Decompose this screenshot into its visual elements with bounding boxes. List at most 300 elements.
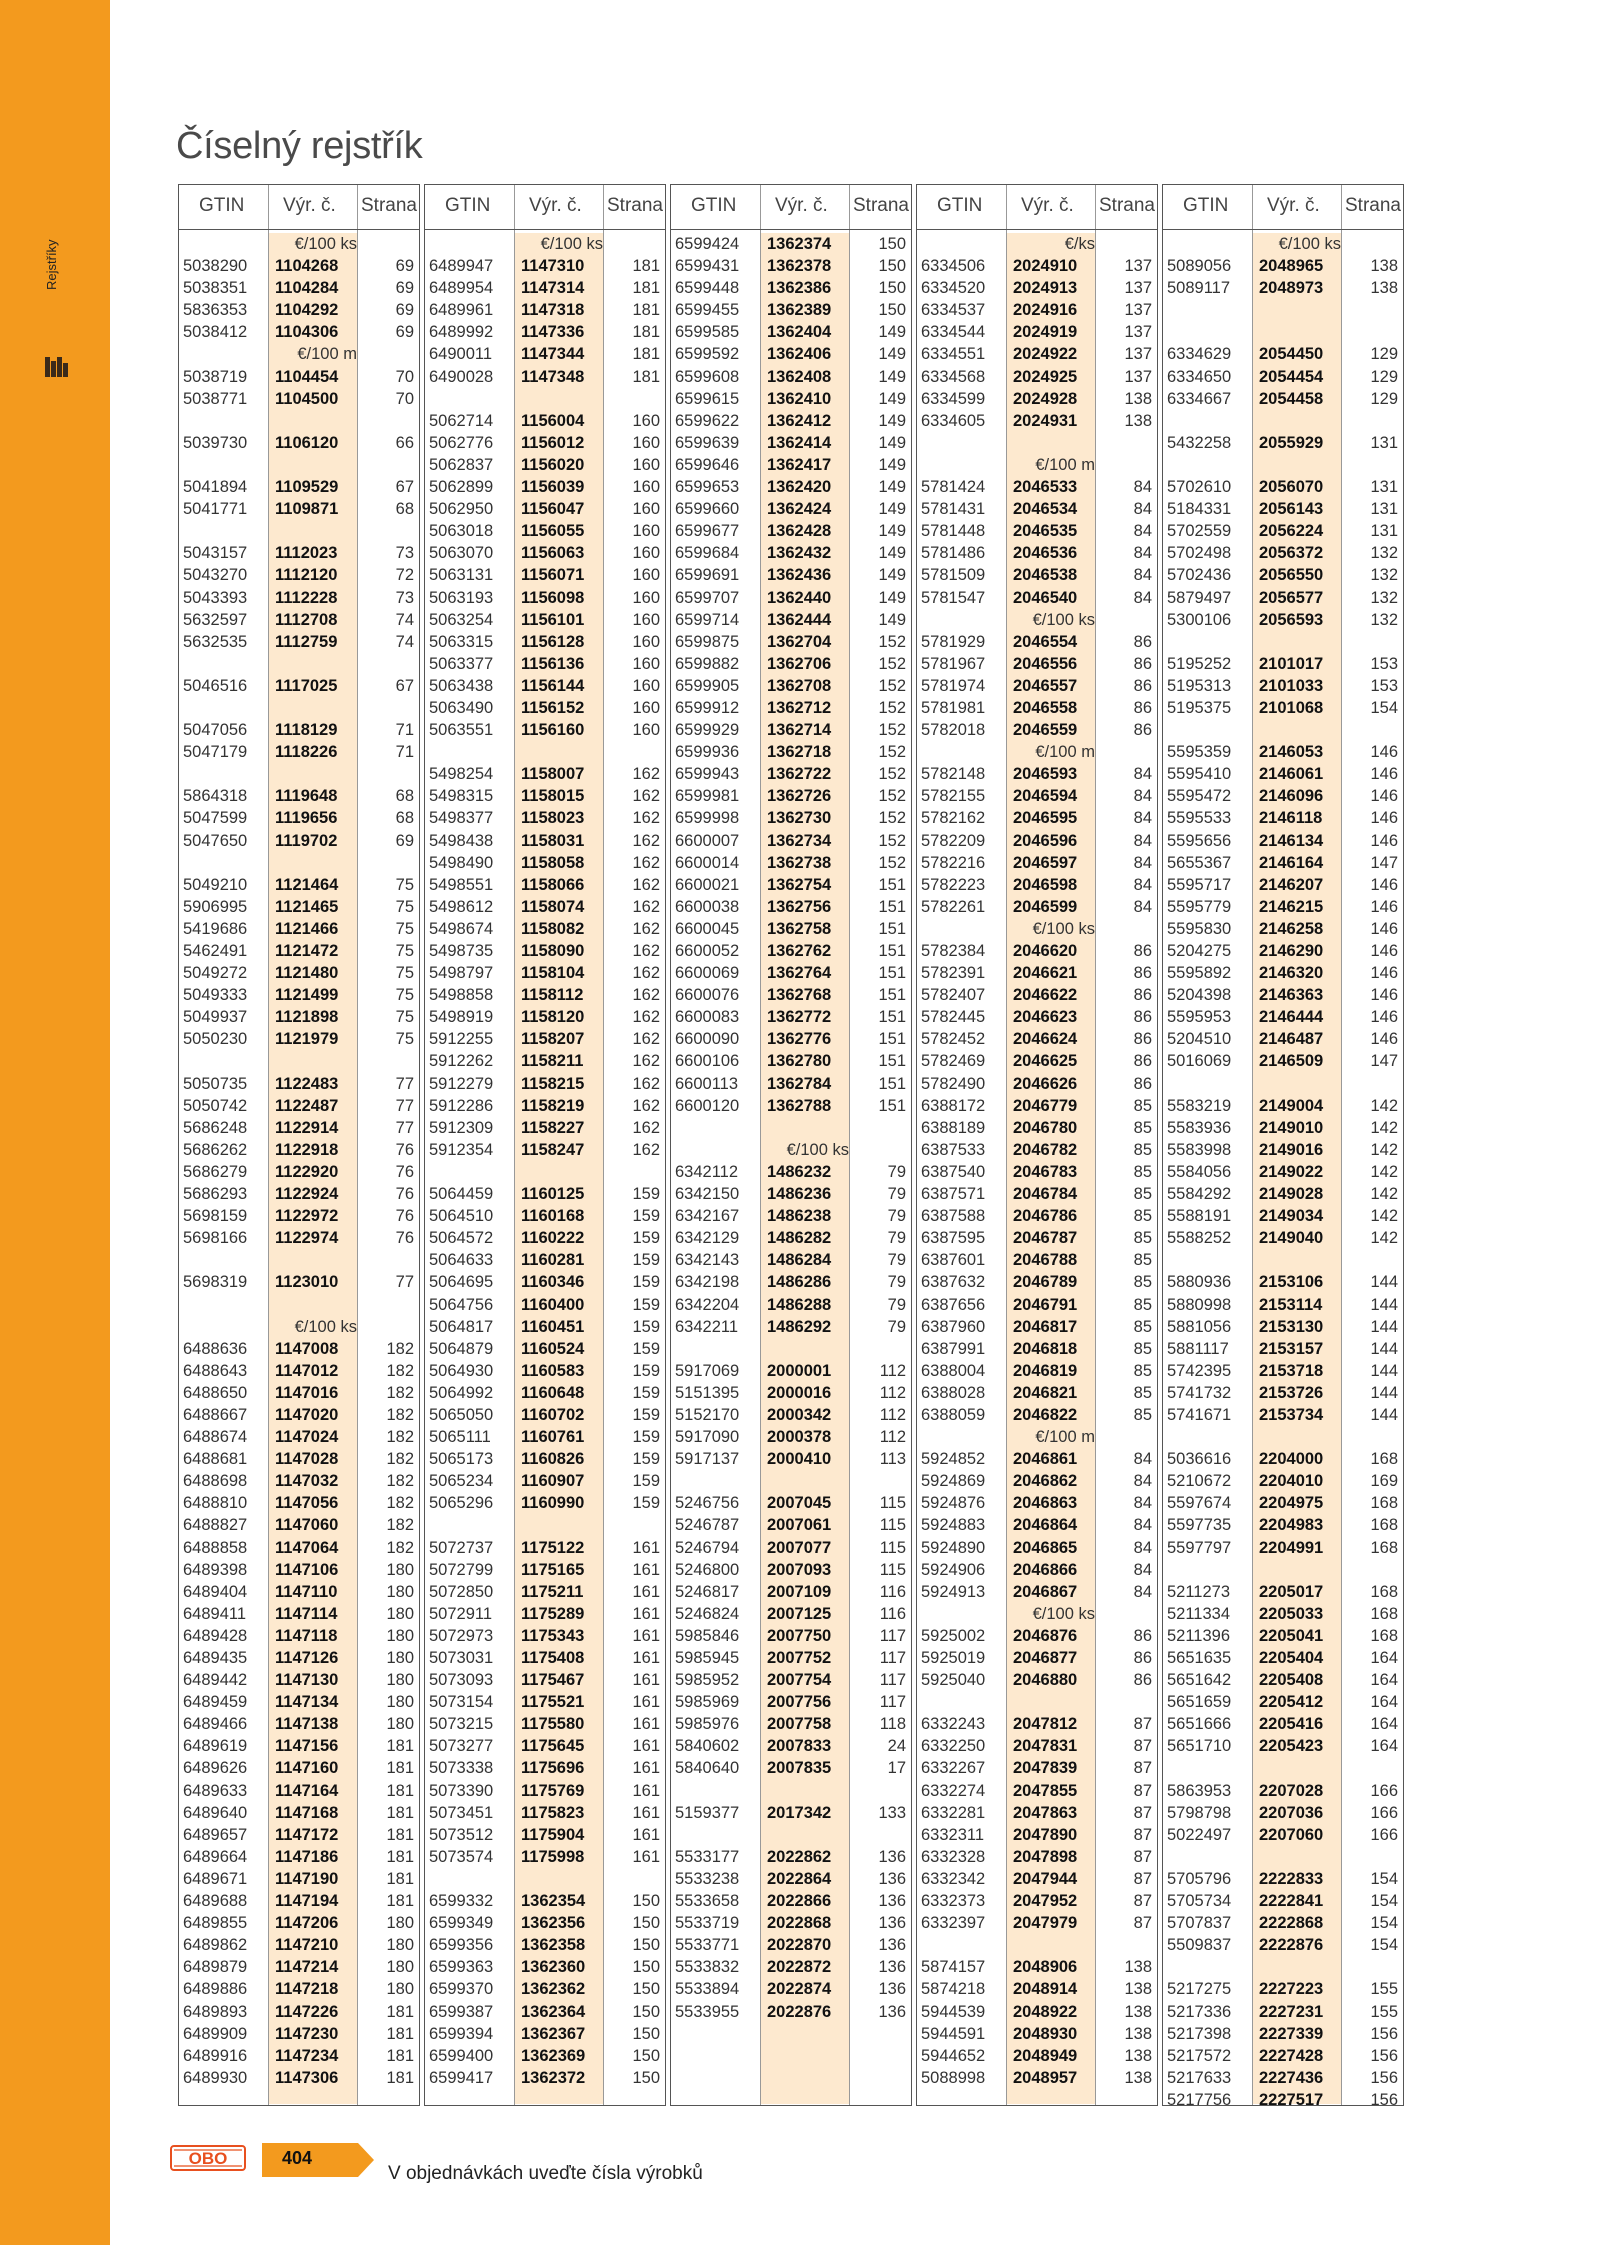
table-row [917, 299, 1157, 321]
item-number-cell: 2007045 [767, 1494, 832, 1513]
page-cell: 84 [1133, 544, 1152, 563]
item-number-cell: 2046791 [1013, 1295, 1078, 1314]
table-row [425, 1912, 665, 1934]
gtin-cell: 5016069 [1167, 1052, 1232, 1071]
item-number-cell: 1362758 [767, 919, 832, 938]
item-number-cell: 2046594 [1013, 787, 1078, 806]
table-row [1163, 476, 1403, 498]
spacer-row [917, 1934, 1157, 1956]
index-column-group [424, 184, 666, 2106]
table-row [1163, 1271, 1403, 1293]
table-row [425, 1249, 665, 1271]
gtin-cell: 6342211 [675, 1317, 739, 1336]
header-gtin: GTIN [937, 195, 983, 216]
gtin-cell: 5782216 [921, 853, 986, 872]
gtin-cell: 5049937 [183, 1008, 248, 1027]
page-cell: 156 [1370, 2068, 1398, 2087]
item-number-cell: 1175521 [521, 1693, 585, 1712]
item-number-cell: 1158074 [521, 897, 585, 916]
table-row [917, 1404, 1157, 1426]
gtin-cell: 5702436 [1167, 566, 1232, 585]
item-number-cell: 2048922 [1013, 2002, 1078, 2021]
item-number-cell: 1486232 [767, 1162, 832, 1181]
page-cell: 79 [887, 1251, 906, 1270]
page-cell: 160 [632, 676, 660, 695]
table-row [671, 807, 911, 829]
gtin-cell: 5533177 [675, 1847, 740, 1866]
item-number-cell: 2000016 [767, 1383, 832, 1402]
item-number-cell: 1147130 [275, 1671, 339, 1690]
page-cell: 116 [879, 1582, 906, 1601]
item-number-cell: 1158120 [521, 1008, 585, 1027]
gtin-cell: 5498919 [429, 1008, 494, 1027]
table-row [1163, 366, 1403, 388]
page-cell: 151 [878, 1030, 906, 1049]
page-cell: 137 [1124, 367, 1152, 386]
gtin-cell: 6599622 [675, 411, 740, 430]
item-number-cell: 1147348 [521, 367, 585, 386]
table-row [425, 1271, 665, 1293]
table-row [671, 1978, 911, 2000]
gtin-cell: 5924876 [921, 1494, 986, 1513]
gtin-cell: 6387571 [921, 1185, 986, 1204]
page-cell: 79 [887, 1185, 906, 1204]
item-number-cell: 2227517 [1259, 2090, 1324, 2109]
column-header [917, 185, 1157, 230]
table-row [179, 277, 419, 299]
item-number-cell: 1175211 [521, 1582, 584, 1601]
gtin-cell: 6489657 [183, 1825, 248, 1844]
item-number-cell: 2046556 [1013, 654, 1078, 673]
gtin-cell: 6599431 [675, 257, 740, 276]
page-cell: 164 [1370, 1737, 1398, 1756]
gtin-cell: 5063551 [429, 721, 494, 740]
page-cell: 162 [632, 765, 660, 784]
item-number-cell: 2047944 [1013, 1869, 1078, 1888]
item-number-cell: 2007093 [767, 1560, 832, 1579]
page-cell: 160 [632, 654, 660, 673]
gtin-cell: 5064817 [429, 1317, 494, 1336]
gtin-cell: 6342204 [675, 1295, 740, 1314]
page-cell: 86 [1133, 721, 1152, 740]
gtin-cell: 5597735 [1167, 1516, 1232, 1535]
unit-row [917, 918, 1157, 940]
item-number-cell: 2024931 [1013, 411, 1078, 430]
page-cell: 85 [1133, 1295, 1152, 1314]
page-cell: 180 [386, 1914, 414, 1933]
table-row [425, 1603, 665, 1625]
page-cell: 138 [1124, 1980, 1152, 1999]
page-cell: 154 [1370, 1892, 1398, 1911]
header-page: Strana [1099, 195, 1155, 216]
item-number-cell: 1175289 [521, 1604, 585, 1623]
item-number-cell: 2204010 [1259, 1472, 1324, 1491]
page-cell: 132 [1370, 610, 1398, 629]
gtin-cell: 5924869 [921, 1472, 986, 1491]
item-number-cell: 2046623 [1013, 1008, 1078, 1027]
item-number-cell: 2149022 [1259, 1162, 1324, 1181]
gtin-cell: 5022497 [1167, 1825, 1232, 1844]
gtin-cell: 5063438 [429, 676, 494, 695]
header-gtin: GTIN [691, 195, 737, 216]
table-row [917, 2023, 1157, 2045]
page-cell: 151 [878, 986, 906, 1005]
page-cell: 181 [632, 367, 660, 386]
gtin-cell: 6599400 [429, 2046, 494, 2065]
table-row [1163, 1603, 1403, 1625]
page-cell: 85 [1133, 1140, 1152, 1159]
gtin-cell: 6488667 [183, 1405, 248, 1424]
item-number-cell: 2046867 [1013, 1582, 1078, 1601]
gtin-cell: 5782391 [921, 964, 986, 983]
item-number-cell: 1147028 [275, 1450, 339, 1469]
table-row [917, 940, 1157, 962]
price-unit: €/100 m [269, 343, 357, 365]
item-number-cell: 1121465 [275, 897, 339, 916]
index-column-group [916, 184, 1158, 2106]
item-number-cell: 1121466 [275, 919, 339, 938]
table-row [425, 1139, 665, 1161]
page-cell: 117 [879, 1671, 906, 1690]
page-cell: 72 [395, 566, 414, 585]
page-cell: 86 [1133, 1052, 1152, 1071]
page-cell: 115 [879, 1560, 906, 1579]
table-row [425, 1073, 665, 1095]
page-cell: 162 [632, 986, 660, 1005]
gtin-cell: 6600052 [675, 942, 740, 960]
page-cell: 150 [632, 2002, 660, 2021]
item-number-cell: 2024928 [1013, 389, 1078, 408]
item-number-cell: 2056550 [1259, 566, 1324, 585]
item-number-cell: 1362420 [767, 478, 832, 497]
page-cell: 152 [878, 676, 906, 695]
item-number-cell: 2046533 [1013, 478, 1078, 497]
gtin-cell: 5064572 [429, 1229, 494, 1248]
gtin-cell: 5062950 [429, 500, 494, 519]
price-unit: €/100 m [1007, 741, 1095, 763]
item-number-cell: 2056070 [1259, 478, 1324, 497]
gtin-cell: 6334506 [921, 257, 986, 276]
gtin-cell: 5782490 [921, 1074, 986, 1093]
item-number-cell: 1362406 [767, 345, 832, 364]
gtin-cell: 5043157 [183, 544, 248, 563]
table-row [1163, 1669, 1403, 1691]
gtin-cell: 5863953 [1167, 1781, 1232, 1800]
table-row [671, 1426, 911, 1448]
table-row [425, 896, 665, 918]
page-cell: 160 [632, 610, 660, 629]
item-number-cell: 1362408 [767, 367, 832, 386]
item-number-cell: 1362356 [521, 1914, 586, 1933]
item-number-cell: 2056577 [1259, 588, 1324, 607]
item-number-cell: 2046558 [1013, 698, 1078, 717]
page-cell: 180 [386, 1626, 414, 1645]
gtin-cell: 5595830 [1167, 919, 1232, 938]
table-row [917, 874, 1157, 896]
gtin-cell: 6489619 [183, 1737, 248, 1756]
page-cell: 153 [1370, 654, 1398, 673]
page-cell: 152 [878, 743, 906, 762]
page-cell: 182 [386, 1361, 414, 1380]
item-number-cell: 1156047 [521, 500, 585, 519]
gtin-cell: 5204510 [1167, 1030, 1232, 1049]
table-row [1163, 1890, 1403, 1912]
item-number-cell: 2205017 [1259, 1582, 1324, 1601]
table-row [179, 984, 419, 1006]
gtin-cell: 5072973 [429, 1626, 494, 1645]
item-number-cell: 1362436 [767, 566, 832, 585]
item-number-cell: 1122918 [275, 1140, 339, 1159]
header-item-number: Výr. č. [283, 195, 336, 216]
gtin-cell: 5300106 [1167, 610, 1232, 629]
gtin-cell: 6342112 [675, 1162, 739, 1181]
table-row [425, 1360, 665, 1382]
table-row [425, 1205, 665, 1227]
table-row [671, 388, 911, 410]
page-cell: 156 [1370, 2090, 1398, 2109]
gtin-cell: 5195252 [1167, 654, 1232, 673]
item-number-cell: 1175998 [521, 1847, 585, 1866]
page-cell: 181 [386, 2002, 414, 2021]
gtin-cell: 6334551 [921, 345, 986, 364]
item-number-cell: 2046821 [1013, 1383, 1078, 1402]
gtin-cell: 5049210 [183, 875, 248, 894]
item-number-cell: 2022868 [767, 1914, 832, 1933]
page-cell: 136 [878, 1914, 906, 1933]
gtin-cell: 6600113 [675, 1074, 739, 1093]
table-row [671, 1846, 911, 1868]
table-row [179, 2023, 419, 2045]
page-cell: 181 [386, 1781, 414, 1800]
table-row [917, 1050, 1157, 1072]
table-row [425, 299, 665, 321]
table-row [179, 1559, 419, 1581]
table-row [179, 1625, 419, 1647]
table-row [179, 1846, 419, 1868]
table-row [179, 609, 419, 631]
page-cell: 150 [632, 2024, 660, 2043]
gtin-cell: 6489886 [183, 1980, 248, 1999]
spacer-row [917, 432, 1157, 454]
item-number-cell: 2047831 [1013, 1737, 1078, 1756]
item-number-cell: 1362410 [767, 389, 832, 408]
table-row [917, 1006, 1157, 1028]
table-row [425, 1448, 665, 1470]
item-number-cell: 1156012 [521, 433, 585, 452]
page-cell: 182 [386, 1494, 414, 1513]
page-cell: 77 [395, 1074, 414, 1093]
spacer-row [179, 697, 419, 719]
page-cell: 152 [878, 809, 906, 828]
item-number-cell: 1362440 [767, 588, 832, 607]
page-cell: 150 [878, 279, 906, 298]
page-cell: 162 [632, 1008, 660, 1027]
item-number-cell: 1112708 [275, 610, 338, 629]
item-number-cell: 2047890 [1013, 1825, 1078, 1844]
item-number-cell: 2101017 [1259, 654, 1324, 673]
item-number-cell: 1362738 [767, 853, 832, 872]
item-number-cell: 2046535 [1013, 522, 1078, 541]
item-number-cell: 2207028 [1259, 1781, 1324, 1800]
gtin-cell: 5065234 [429, 1472, 494, 1491]
gtin-cell: 6489862 [183, 1936, 248, 1955]
gtin-cell: 6334667 [1167, 389, 1232, 408]
item-number-cell: 1104284 [275, 279, 339, 298]
item-number-cell: 1362718 [767, 743, 832, 762]
table-row [179, 1006, 419, 1028]
gtin-cell: 6387588 [921, 1207, 986, 1226]
item-number-cell: 2205404 [1259, 1649, 1324, 1667]
page-cell: 162 [632, 964, 660, 983]
item-number-cell: 1160451 [521, 1317, 585, 1336]
item-number-cell: 2149028 [1259, 1185, 1324, 1204]
gtin-cell: 5036616 [1167, 1450, 1232, 1469]
item-number-cell: 2046862 [1013, 1472, 1078, 1491]
table-row [917, 1294, 1157, 1316]
item-number-cell: 1362788 [767, 1096, 832, 1115]
table-row [425, 1691, 665, 1713]
table-row [917, 1028, 1157, 1050]
price-unit: €/100 ks [1007, 918, 1095, 940]
gtin-cell: 5046516 [183, 676, 248, 695]
table-row [671, 1095, 911, 1117]
spacer-row [179, 653, 419, 675]
page-cell: 180 [386, 1560, 414, 1579]
page-cell: 150 [632, 1936, 660, 1955]
item-number-cell: 2046597 [1013, 853, 1078, 872]
gtin-cell: 6342150 [675, 1185, 740, 1204]
table-row [1163, 1095, 1403, 1117]
table-row [1163, 343, 1403, 365]
item-number-cell: 1147210 [275, 1936, 339, 1955]
table-row [179, 719, 419, 741]
page-cell: 85 [1133, 1273, 1152, 1292]
item-number-cell: 2046782 [1013, 1140, 1078, 1159]
table-row [179, 830, 419, 852]
gtin-cell: 5498612 [429, 897, 494, 916]
page-cell: 87 [1133, 1914, 1152, 1933]
item-number-cell: 2227223 [1259, 1980, 1324, 1999]
page-cell: 112 [879, 1428, 906, 1447]
gtin-cell: 5595533 [1167, 809, 1232, 828]
gtin-cell: 5498438 [429, 831, 494, 850]
item-number-cell: 1362404 [767, 323, 832, 342]
page-cell: 151 [878, 1074, 906, 1093]
gtin-cell: 5588191 [1167, 1207, 1232, 1226]
item-number-cell: 1158247 [521, 1140, 585, 1159]
page-cell: 182 [386, 1472, 414, 1491]
table-row [179, 1934, 419, 1956]
page-cell: 84 [1133, 522, 1152, 541]
table-row [917, 1868, 1157, 1890]
page-cell: 138 [1124, 411, 1152, 430]
table-row [917, 1780, 1157, 1802]
table-row [425, 277, 665, 299]
gtin-cell: 5063070 [429, 544, 494, 563]
item-number-cell: 1362784 [767, 1074, 832, 1093]
table-row [671, 1537, 911, 1559]
table-row [671, 852, 911, 874]
gtin-cell: 6599646 [675, 455, 740, 474]
table-row [1163, 1448, 1403, 1470]
page-cell: 87 [1133, 1781, 1152, 1800]
page-cell: 159 [632, 1383, 660, 1402]
table-row [917, 1316, 1157, 1338]
gtin-cell: 5781967 [921, 654, 986, 673]
spacer-row [425, 1868, 665, 1890]
item-number-cell: 2222868 [1259, 1914, 1324, 1933]
page-cell: 86 [1133, 986, 1152, 1005]
table-row [671, 410, 911, 432]
item-number-cell: 1160761 [521, 1428, 585, 1447]
item-number-cell: 2146164 [1259, 853, 1324, 872]
item-number-cell: 1147318 [521, 301, 585, 320]
page-cell: 70 [395, 389, 414, 408]
table-row [917, 1205, 1157, 1227]
item-number-cell: 1160990 [521, 1494, 585, 1513]
page-cell: 150 [878, 257, 906, 276]
gtin-cell: 5217275 [1167, 1980, 1232, 1999]
page-cell: 149 [878, 367, 906, 386]
page-cell: 146 [1370, 897, 1398, 916]
page-cell: 75 [395, 1030, 414, 1049]
item-number-cell: 2227428 [1259, 2046, 1324, 2065]
table-row [917, 520, 1157, 542]
page-cell: 132 [1370, 544, 1398, 563]
gtin-cell: 6600007 [675, 831, 740, 850]
item-number-cell: 2149010 [1259, 1118, 1324, 1137]
page-cell: 137 [1124, 279, 1152, 298]
item-number-cell: 2222876 [1259, 1936, 1324, 1955]
item-number-cell: 1156101 [521, 610, 585, 629]
gtin-cell: 6332281 [921, 1803, 986, 1822]
table-row [425, 719, 665, 741]
item-number-cell: 2046622 [1013, 986, 1078, 1005]
page-cell: 161 [632, 1538, 660, 1557]
table-row [671, 675, 911, 697]
gtin-cell: 5742395 [1167, 1361, 1232, 1380]
gtin-cell: 6489954 [429, 279, 494, 298]
table-row [425, 1316, 665, 1338]
page-cell: 169 [1370, 1472, 1398, 1491]
table-row [917, 852, 1157, 874]
item-number-cell: 1362714 [767, 721, 832, 740]
page-cell: 160 [632, 566, 660, 585]
table-row [917, 587, 1157, 609]
table-row [671, 564, 911, 586]
table-row [917, 1360, 1157, 1382]
page-cell: 75 [395, 942, 414, 960]
gtin-cell: 6489961 [429, 301, 494, 320]
page-cell: 129 [1370, 367, 1398, 386]
table-row [179, 1338, 419, 1360]
table-row [1163, 763, 1403, 785]
table-row [671, 984, 911, 1006]
item-number-cell: 2022864 [767, 1869, 832, 1888]
gtin-cell: 6332250 [921, 1737, 986, 1756]
table-row [1163, 2045, 1403, 2067]
item-number-cell: 2205033 [1259, 1604, 1324, 1623]
item-number-cell: 2149016 [1259, 1140, 1324, 1159]
table-row [1163, 1117, 1403, 1139]
page-cell: 159 [632, 1207, 660, 1226]
page-cell: 116 [879, 1604, 906, 1623]
gtin-cell: 5062714 [429, 411, 494, 430]
page-cell: 146 [1370, 1008, 1398, 1027]
item-number-cell: 1119648 [275, 787, 338, 806]
gtin-cell: 5595892 [1167, 964, 1232, 983]
page-cell: 85 [1133, 1185, 1152, 1204]
